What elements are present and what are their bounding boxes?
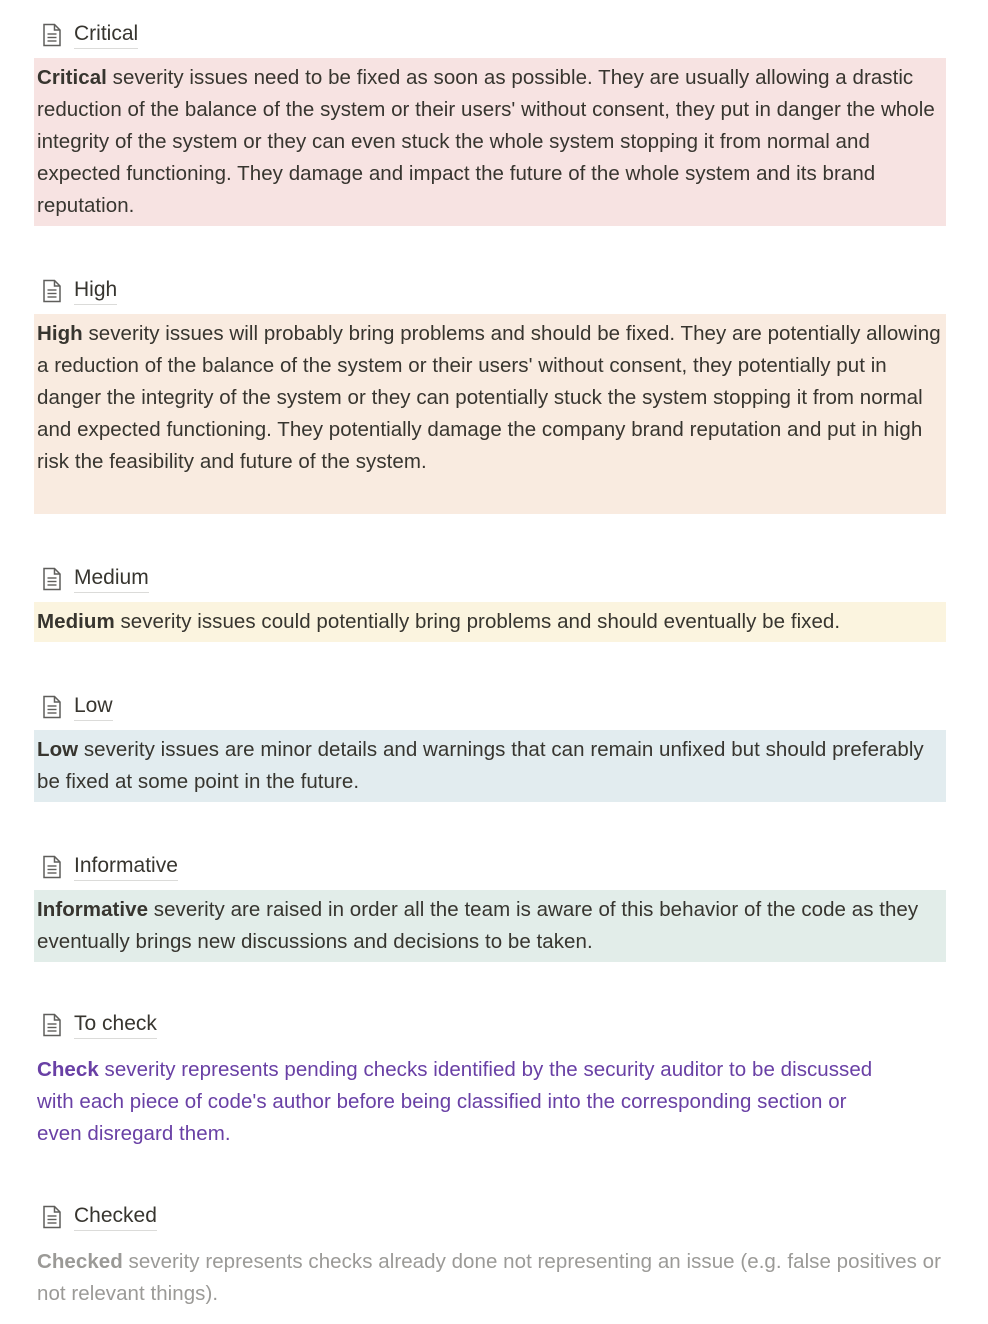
callout-bold-label: Checked [37, 1250, 123, 1273]
callout-informative [34, 890, 946, 962]
callout-bold-label: Critical [37, 66, 107, 89]
page-icon [40, 694, 64, 720]
page-link-checked[interactable] [40, 1202, 157, 1232]
callout-bold-label: Informative [37, 898, 149, 921]
callout-text: severity issues need to be fixed as soon as possible. They are usually allowing a drastic reduction of the balance of the system or their users' without consent, they put in danger the whole integrity of the system or they can even stuck the whole system stopping it from normal and expected functioning. They damage and impact the future of the whole system and its brand reputation. [37, 66, 935, 217]
page-title: Informative [74, 853, 178, 881]
page-title: Low [74, 693, 113, 721]
page-link-medium[interactable] [40, 564, 149, 594]
page-icon [40, 278, 64, 304]
page-link-informative[interactable] [40, 852, 178, 882]
page-icon [40, 566, 64, 592]
page-title: Medium [74, 565, 149, 593]
callout-bold-label: Check [37, 1058, 99, 1081]
page-icon [40, 22, 64, 48]
callout-critical [34, 58, 946, 226]
callout-text: severity are raised in order all the team is aware of this behavior of the code as they eventually brings new discussions and decisions to be taken. [37, 898, 919, 953]
callout-bold-label: High [37, 322, 83, 345]
callout-bold-label: Low [37, 738, 79, 761]
callout-text: severity represents checks already done not representing an issue (e.g. false positives or not relevant things). [37, 1250, 941, 1305]
callout-to-check [34, 1050, 946, 1154]
callout-medium [34, 602, 946, 642]
callout-text: severity represents pending checks identified by the security auditor to be discussed with each piece of code's author before being classified into the corresponding section or even disregard them. [37, 1058, 873, 1145]
page-link-low[interactable] [40, 692, 113, 722]
callout-text: severity issues are minor details and warnings that can remain unfixed but should preferably be fixed at some point in the future. [37, 738, 924, 793]
callout-text: severity issues will probably bring problems and should be fixed. They are potentially allowing a reduction of the balance of the system or their users' without consent, they potentially put in danger the integrity of the system or they can potentially stuck the system stopping it from normal and expected functioning. They potentially damage the company brand reputation and put in high risk the feasibility and future of the system. [37, 322, 941, 473]
callout-low [34, 730, 946, 802]
page-title: Critical [74, 21, 138, 49]
callout-checked [34, 1242, 946, 1314]
page-link-to-check[interactable] [40, 1010, 157, 1040]
page-icon [40, 1204, 64, 1230]
page-icon [40, 854, 64, 880]
page-link-high[interactable] [40, 276, 117, 306]
callout-bold-label: Medium [37, 610, 115, 633]
page-title: To check [74, 1011, 157, 1039]
page-title: High [74, 277, 117, 305]
callout-high [34, 314, 946, 514]
page-title: Checked [74, 1203, 157, 1231]
page-link-critical[interactable] [40, 20, 138, 50]
callout-text: severity issues could potentially bring problems and should eventually be fixed. [114, 610, 841, 633]
page-icon [40, 1012, 64, 1038]
